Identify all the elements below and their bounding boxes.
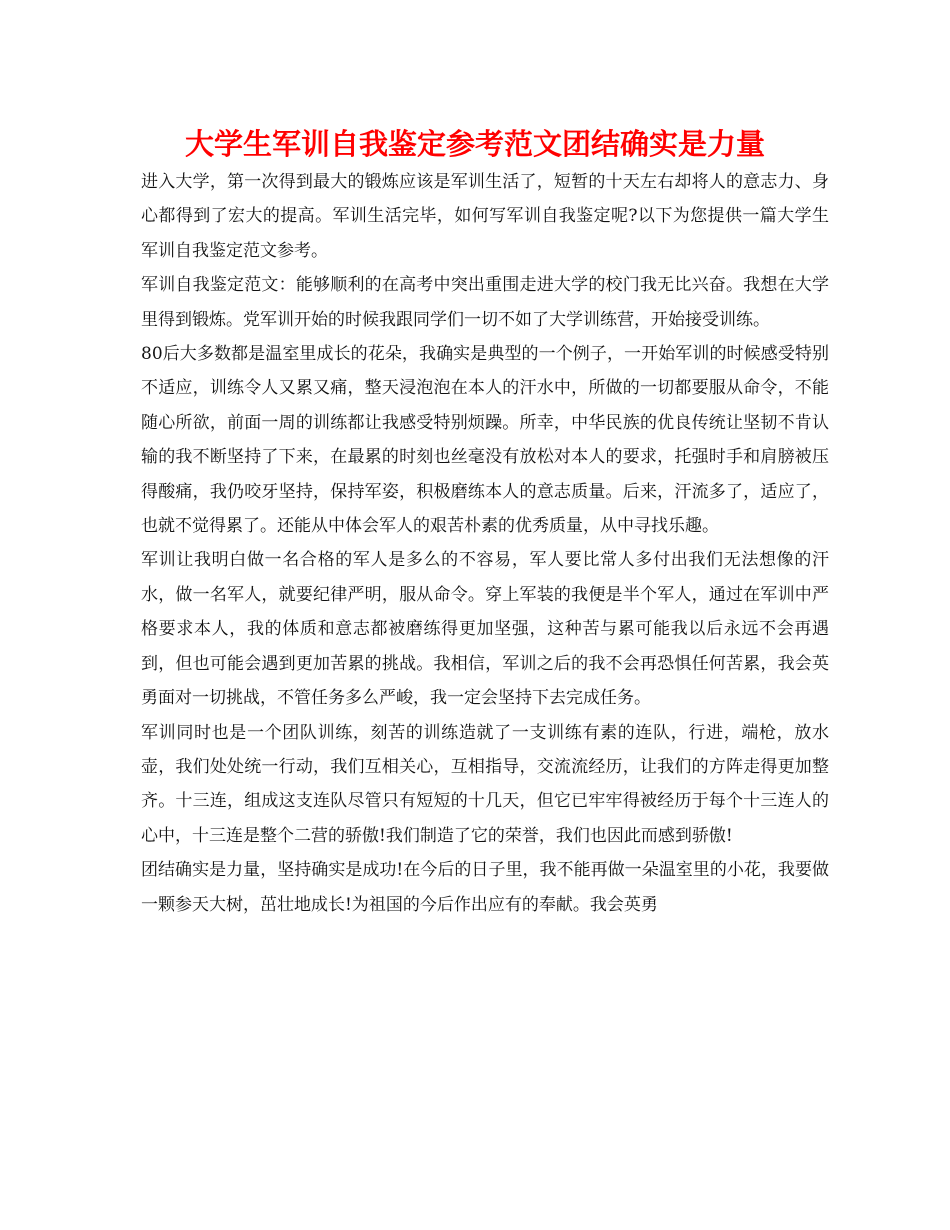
paragraph-conclusion: 团结确实是力量，坚持确实是成功!在今后的日子里，我不能再做一朵温室里的小花，我要做一颗参天大树，茁壮地成长!为祖国的今后作出应有的奉献。我会英勇 — [141, 860, 829, 915]
document-body — [141, 165, 829, 922]
paragraph-soldier: 军训让我明白做一名合格的军人是多么的不容易，军人要比常人多付出我们无法想像的汗水，做一名军人，就要纪律严明，服从命令。穿上军装的我便是半个军人，通过在军训中严格要求本人，我的体质和意志都被磨练得更加坚强，这种苦与累可能我以后永远不会再遇到，但也可能会遇到更加苦累的挑战。我相信，军训之后的我不会再恐惧任何苦累，我会英勇面对一切挑战，不管任务多么严峻，我一定会坚持下去完成任务。 — [141, 550, 829, 709]
paragraph-experience: 80后大多数都是温室里成长的花朵，我确实是典型的一个例子，一开始军训的时候感受特别不适应，训练令人又累又痛，整天浸泡泡在本人的汗水中，所做的一切都要服从命令，不能随心所欲，前面一周的训练都让我感受特别烦躁。所幸，中华民族的优良传统让坚韧不肯认输的我不断坚持了下来，在最累的时刻也丝毫没有放松对本人的要求，托强时手和肩膀被压得酸痛，我仍咬牙坚持，保持军姿，积极磨练本人的意志质量。后来，汗流多了，适应了，也就不觉得累了。还能从中体会军人的艰苦朴素的优秀质量，从中寻找乐趣。 — [141, 344, 829, 537]
paragraph-team: 军训同时也是一个团队训练，刻苦的训练造就了一支训练有素的连队，行进，端枪，放水壶，我们处处统一行动，我们互相关心，互相指导，交流流经历，让我们的方阵走得更加整齐。十三连，组成这支连队尽管只有短短的十几天，但它已牢牢得被经历于每个十三连人的心中，十三连是整个二营的骄傲!我们制造了它的荣誉，我们也因此而感到骄傲! — [141, 722, 829, 846]
paragraph-intro: 进入大学，第一次得到最大的锻炼应该是军训生活了，短暂的十天左右却将人的意志力、身心都得到了宏大的提高。军训生活完毕，如何写军训自我鉴定呢?以下为您提供一篇大学生军训自我鉴定范文参考。 — [141, 172, 829, 261]
document-title: 大学生军训自我鉴定参考范文团结确实是力量 — [184, 127, 765, 161]
paragraph-sample-start: 军训自我鉴定范文：能够顺利的在高考中突出重围走进大学的校门我无比兴奋。我想在大学里得到锻炼。党军训开始的时候我跟同学们一切不如了大学训练营，开始接受训练。 — [141, 275, 829, 330]
